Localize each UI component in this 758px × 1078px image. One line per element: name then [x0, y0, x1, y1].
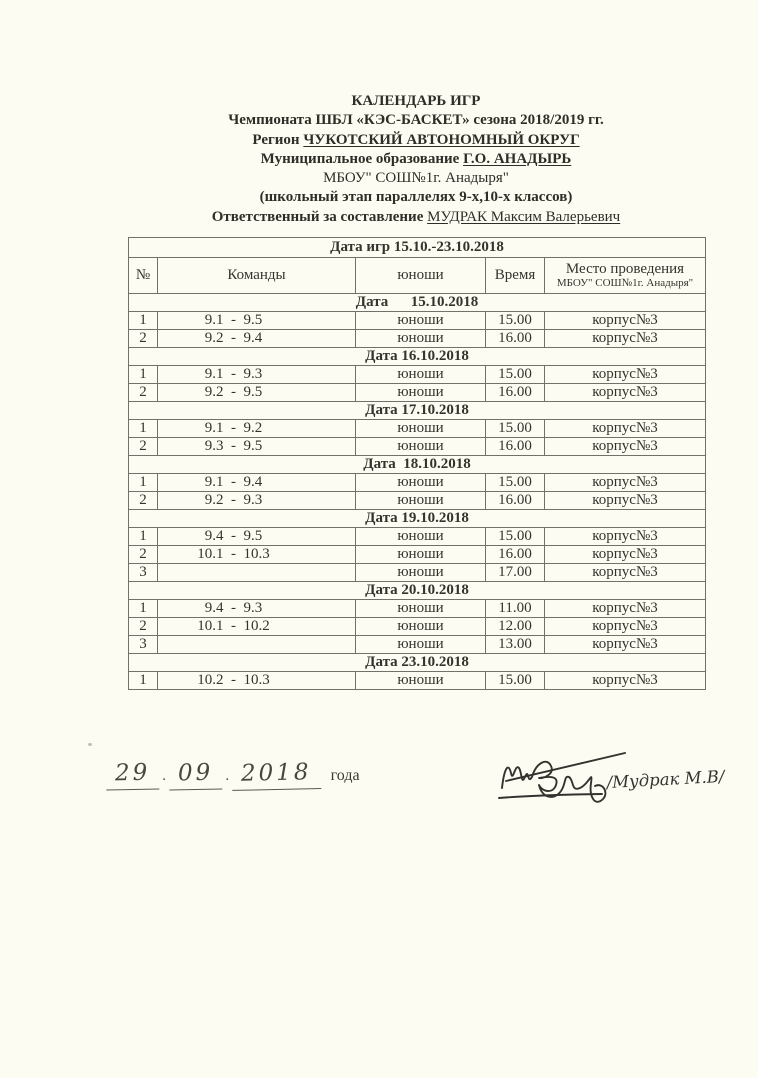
game-gender-cell: юноши [356, 420, 486, 438]
game-teams-cell: 9.1 - 9.5 [158, 312, 356, 330]
game-teams-cell: 10.2 - 10.3 [158, 672, 356, 690]
game-time-cell: 16.00 [486, 546, 545, 564]
game-gender-cell: юноши [356, 672, 486, 690]
date-section-label: Дата 17.10.2018 [129, 402, 706, 420]
game-venue-cell: корпус№3 [545, 528, 706, 546]
handwritten-day: 29 [106, 759, 160, 790]
game-no-cell: 1 [129, 600, 158, 618]
game-teams-cell [158, 636, 356, 654]
game-no-cell: 2 [129, 618, 158, 636]
responsible-line [90, 208, 742, 227]
date-separator: . [225, 768, 230, 784]
date-range-row [129, 238, 706, 258]
date-section-label: Дата 15.10.2018 [129, 294, 706, 312]
game-gender-cell: юноши [356, 366, 486, 384]
date-separator: . [162, 768, 167, 784]
game-no-cell: 1 [129, 312, 158, 330]
game-row [129, 636, 706, 654]
game-venue-cell: корпус№3 [545, 330, 706, 348]
game-row [129, 600, 706, 618]
game-row [129, 672, 706, 690]
game-teams-cell: 9.1 - 9.3 [158, 366, 356, 384]
game-gender-cell: юноши [356, 492, 486, 510]
game-venue-cell: корпус№3 [545, 474, 706, 492]
footer-date [106, 760, 360, 790]
game-no-cell: 2 [129, 438, 158, 456]
game-row [129, 384, 706, 402]
signature-block [494, 740, 738, 814]
game-teams-cell: 9.2 - 9.3 [158, 492, 356, 510]
game-no-cell: 1 [129, 528, 158, 546]
game-venue-cell: корпус№3 [545, 546, 706, 564]
game-row [129, 564, 706, 582]
game-venue-cell: корпус№3 [545, 366, 706, 384]
col-teams-header: Команды [158, 258, 356, 294]
game-gender-cell: юноши [356, 564, 486, 582]
game-teams-cell: 9.2 - 9.4 [158, 330, 356, 348]
game-time-cell: 16.00 [486, 438, 545, 456]
signature-name: /Мудрак М.В/ [606, 766, 725, 792]
date-section-row [129, 510, 706, 528]
game-teams-cell: 9.1 - 9.4 [158, 474, 356, 492]
title-block [90, 92, 742, 227]
game-no-cell: 1 [129, 672, 158, 690]
game-time-cell: 15.00 [486, 312, 545, 330]
game-time-cell: 15.00 [486, 672, 545, 690]
date-section-row [129, 456, 706, 474]
municipality-value: Г.О. АНАДЫРЬ [463, 150, 572, 167]
game-venue-cell: корпус№3 [545, 438, 706, 456]
game-teams-cell: 9.1 - 9.2 [158, 420, 356, 438]
venue-header-title: Место проведения [565, 261, 685, 277]
date-section-label: Дата 18.10.2018 [129, 456, 706, 474]
game-row [129, 618, 706, 636]
venue-header-subtitle: МБОУ" СОШ№1г. Анадыря" [556, 277, 694, 289]
game-no-cell: 2 [129, 492, 158, 510]
game-venue-cell: корпус№3 [545, 420, 706, 438]
game-time-cell: 16.00 [486, 384, 545, 402]
game-row [129, 330, 706, 348]
date-section-label: Дата 16.10.2018 [129, 348, 706, 366]
school-line: МБОУ" СОШ№1г. Анадыря" [323, 170, 509, 187]
game-time-cell: 16.00 [486, 330, 545, 348]
col-time-header: Время [486, 258, 545, 294]
game-row [129, 438, 706, 456]
date-range-caption: Дата игр 15.10.-23.10.2018 [129, 238, 706, 258]
game-gender-cell: юноши [356, 528, 486, 546]
game-no-cell: 2 [129, 546, 158, 564]
date-section-row [129, 654, 706, 672]
game-gender-cell: юноши [356, 618, 486, 636]
game-time-cell: 15.00 [486, 528, 545, 546]
date-suffix-label: года [330, 767, 360, 784]
column-header-row [129, 258, 706, 294]
handwritten-year: 2018 [232, 759, 321, 791]
game-teams-cell: 9.4 - 9.5 [158, 528, 356, 546]
game-venue-cell: корпус№3 [545, 312, 706, 330]
date-section-label: Дата 23.10.2018 [129, 654, 706, 672]
handwritten-month: 09 [169, 759, 223, 790]
game-teams-cell [158, 564, 356, 582]
col-no-header: № [129, 258, 158, 294]
doc-title: КАЛЕНДАРЬ ИГР [351, 93, 481, 109]
schedule-body [129, 238, 706, 690]
game-gender-cell: юноши [356, 474, 486, 492]
game-gender-cell: юноши [356, 438, 486, 456]
game-row [129, 420, 706, 438]
date-section-row [129, 402, 706, 420]
region-label: Регион [252, 131, 300, 148]
game-teams-cell: 9.2 - 9.5 [158, 384, 356, 402]
game-time-cell: 15.00 [486, 420, 545, 438]
game-no-cell: 2 [129, 330, 158, 348]
game-teams-cell: 10.1 - 10.3 [158, 546, 356, 564]
col-gender-header: юноши [356, 258, 486, 294]
game-no-cell: 1 [129, 420, 158, 438]
game-time-cell: 15.00 [486, 366, 545, 384]
game-gender-cell: юноши [356, 384, 486, 402]
game-teams-cell: 10.1 - 10.2 [158, 618, 356, 636]
game-row [129, 312, 706, 330]
game-no-cell: 3 [129, 564, 158, 582]
game-venue-cell: корпус№3 [545, 492, 706, 510]
signature-scribble-icon [494, 740, 738, 814]
game-venue-cell: корпус№3 [545, 618, 706, 636]
region-value: ЧУКОТСКИЙ АВТОНОМНЫЙ ОКРУГ [303, 131, 580, 148]
game-no-cell: 1 [129, 474, 158, 492]
date-section-row [129, 582, 706, 600]
responsible-name: МУДРАК Максим Валерьевич [427, 208, 621, 225]
game-row [129, 546, 706, 564]
responsible-label: Ответственный за составление [211, 208, 424, 225]
game-row [129, 492, 706, 510]
game-row [129, 366, 706, 384]
game-time-cell: 13.00 [486, 636, 545, 654]
game-no-cell: 2 [129, 384, 158, 402]
col-venue-header [545, 258, 706, 294]
championship-line: Чемпионата ШБЛ «КЭС-БАСКЕТ» сезона 2018/2019 гг. [228, 112, 604, 129]
game-row [129, 528, 706, 546]
game-venue-cell: корпус№3 [545, 636, 706, 654]
date-section-row [129, 348, 706, 366]
game-venue-cell: корпус№3 [545, 564, 706, 582]
game-no-cell: 3 [129, 636, 158, 654]
scan-speck [88, 743, 92, 746]
date-section-label: Дата 19.10.2018 [129, 510, 706, 528]
game-no-cell: 1 [129, 366, 158, 384]
game-gender-cell: юноши [356, 600, 486, 618]
region-line [90, 131, 742, 150]
municipality-line [90, 150, 742, 169]
game-time-cell: 15.00 [486, 474, 545, 492]
game-time-cell: 17.00 [486, 564, 545, 582]
game-teams-cell: 9.3 - 9.5 [158, 438, 356, 456]
game-time-cell: 16.00 [486, 492, 545, 510]
game-teams-cell: 9.4 - 9.3 [158, 600, 356, 618]
game-row [129, 474, 706, 492]
stage-line: (школьный этап параллелях 9-х,10-х классов) [259, 189, 573, 206]
game-venue-cell: корпус№3 [545, 384, 706, 402]
game-venue-cell: корпус№3 [545, 672, 706, 690]
game-gender-cell: юноши [356, 546, 486, 564]
game-time-cell: 12.00 [486, 618, 545, 636]
game-gender-cell: юноши [356, 330, 486, 348]
game-gender-cell: юноши [356, 636, 486, 654]
municipality-label: Муниципальное образование [260, 150, 460, 167]
game-gender-cell: юноши [356, 312, 486, 330]
date-section-label: Дата 20.10.2018 [129, 582, 706, 600]
game-time-cell: 11.00 [486, 600, 545, 618]
schedule-table [128, 237, 706, 690]
date-section-row [129, 294, 706, 312]
game-venue-cell: корпус№3 [545, 600, 706, 618]
